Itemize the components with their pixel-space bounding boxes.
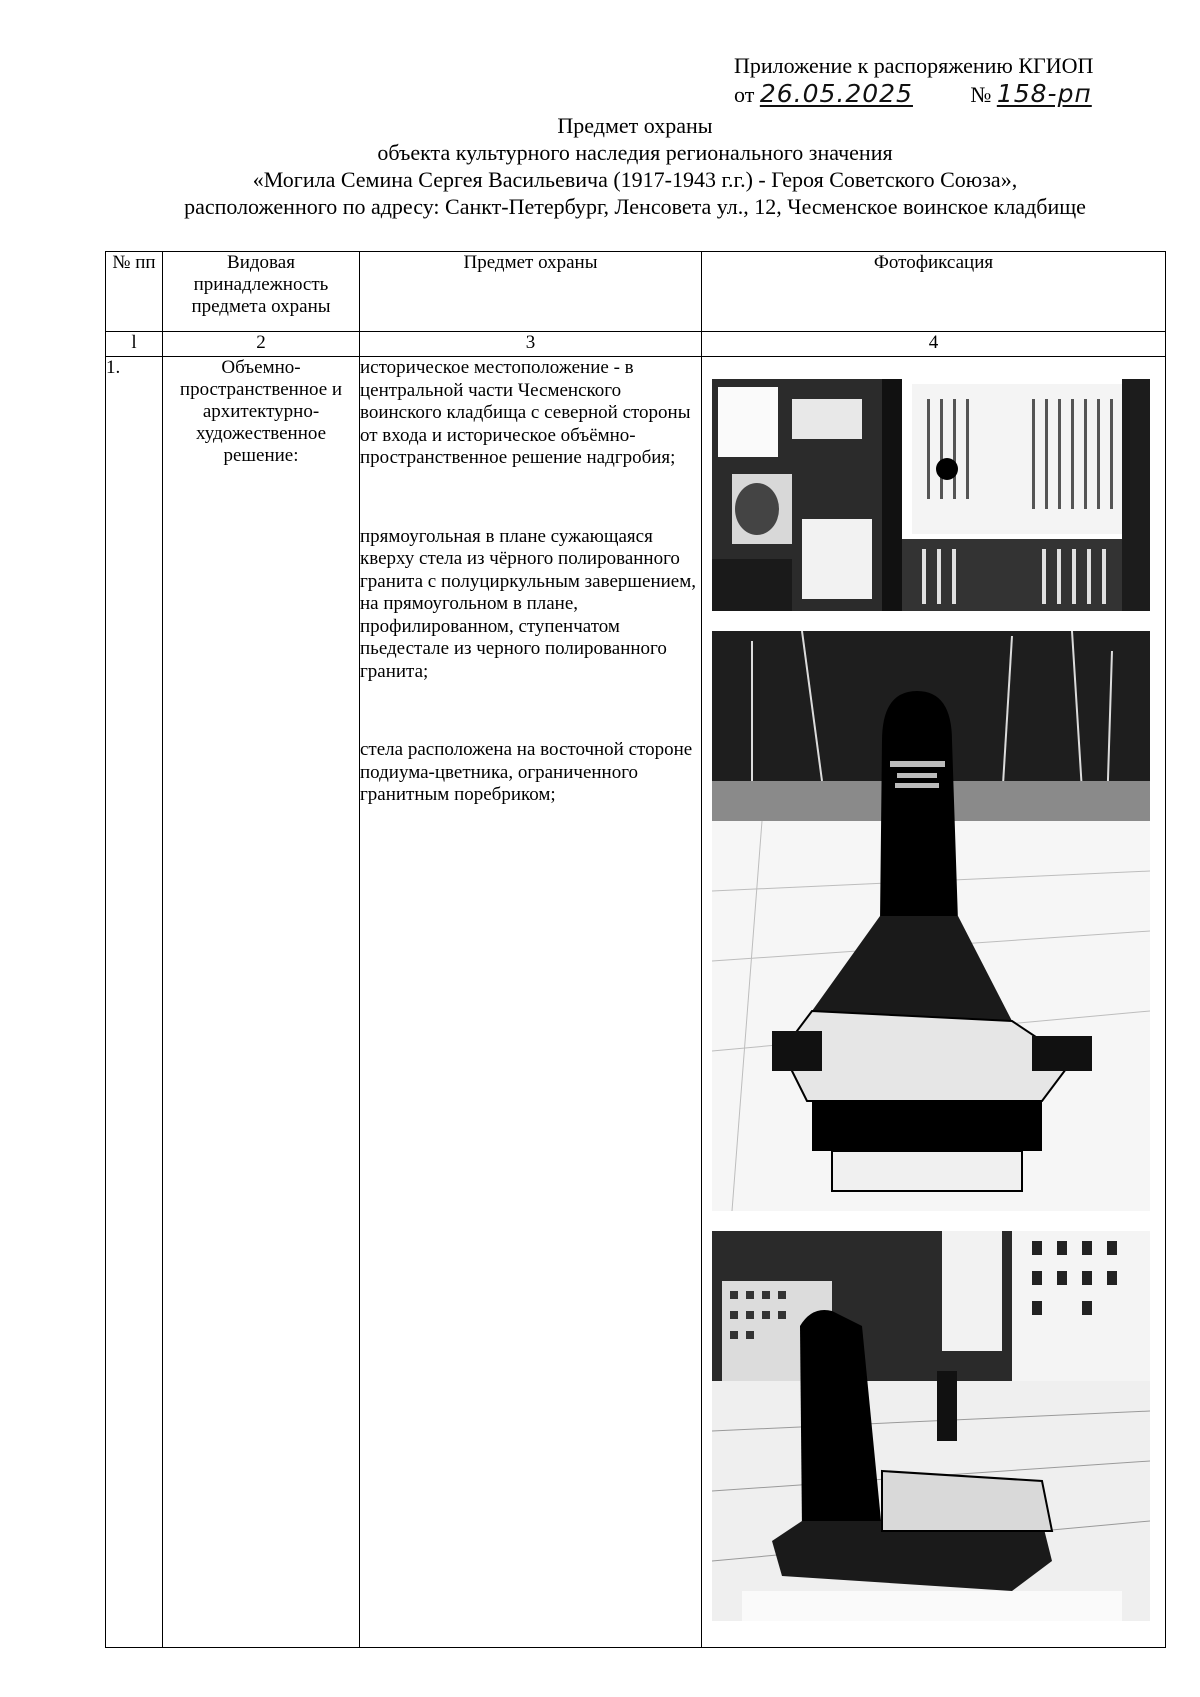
appendix-date-number bbox=[734, 80, 1154, 109]
row-number: 1. bbox=[106, 357, 163, 1648]
handwritten-number: 158-рп bbox=[996, 79, 1092, 108]
row-type: Объемно-пространственное и архитектурно-художественное решение: bbox=[163, 357, 360, 1648]
title-line-3: «Могила Семина Сергея Васильевича (1917-1943 г.г.) - Героя Советского Союза», bbox=[252, 167, 1018, 192]
title-line-1: Предмет охраны bbox=[557, 113, 713, 138]
stele-side-photo bbox=[712, 1231, 1150, 1621]
document-title bbox=[60, 112, 1200, 220]
header-photo: Фотофиксация bbox=[702, 252, 1166, 332]
title-line-2: объекта культурного наследия регионального значения bbox=[377, 140, 893, 165]
subject-item-3: стела расположена на восточной стороне подиума-цветника, ограниченного гранитным поребриком; bbox=[360, 739, 693, 805]
number-prefix: № bbox=[970, 82, 992, 107]
header-number: № пп bbox=[106, 252, 163, 332]
column-number-row bbox=[106, 332, 1166, 357]
column-number-4: 4 bbox=[702, 332, 1166, 357]
table-row bbox=[106, 357, 1166, 1648]
handwritten-date: 26.05.2025 bbox=[759, 79, 913, 108]
subject-item-1: историческое местоположение - в центральной части Чесменского воинского кладбища с северной стороны от входа и историческое объёмно-пространственное решение надгробия; bbox=[360, 357, 691, 468]
protection-subject-table bbox=[105, 251, 1166, 1648]
header-type: Видовая принадлежность предмета охраны bbox=[163, 252, 360, 332]
column-number-2: 2 bbox=[163, 332, 360, 357]
appendix-title: Приложение к распоряжению КГИОП bbox=[734, 53, 1094, 78]
aerial-photo bbox=[712, 379, 1150, 611]
column-number-3: 3 bbox=[360, 332, 702, 357]
header-subject: Предмет охраны bbox=[360, 252, 702, 332]
subject-item-2: прямоугольная в плане сужающаяся кверху стела из чёрного полированного гранита с полуциркульным завершением, на прямоугольном в плане, профилированном, ступенчатом пьедестале из черного полированного гранита; bbox=[360, 525, 697, 682]
row-subject bbox=[360, 357, 702, 1648]
table-header-row bbox=[106, 252, 1166, 332]
column-number-1: l bbox=[106, 332, 163, 357]
stele-front-photo bbox=[712, 631, 1150, 1211]
row-photos bbox=[702, 357, 1166, 1648]
appendix-header bbox=[734, 52, 1154, 109]
date-prefix: от bbox=[734, 82, 755, 107]
title-line-4: расположенного по адресу: Санкт-Петербург, Ленсовета ул., 12, Чесменское воинское кладбище bbox=[184, 194, 1086, 219]
